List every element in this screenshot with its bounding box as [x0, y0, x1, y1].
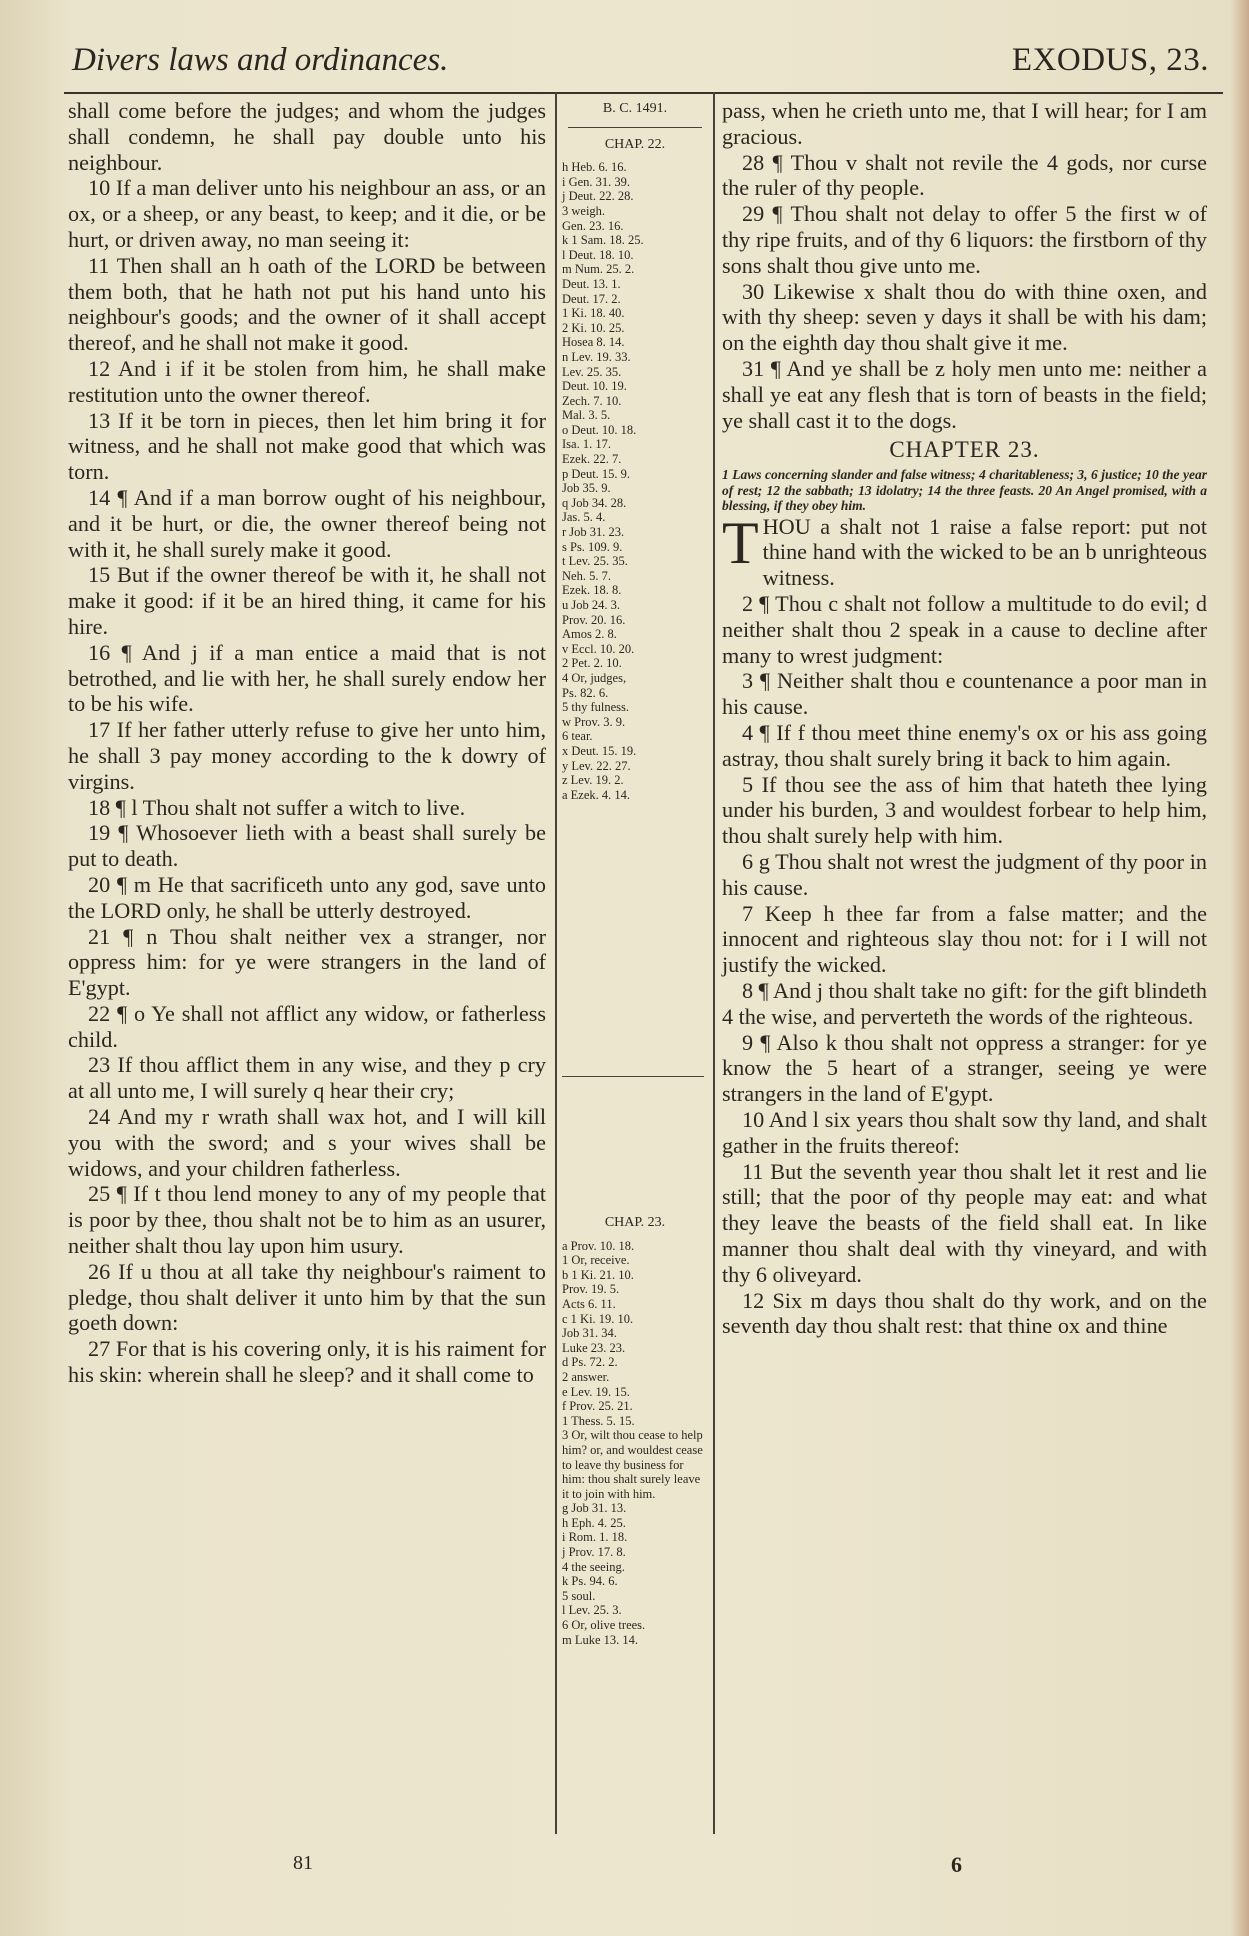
margin-reference: Ezek. 22. 7. — [562, 452, 622, 467]
margin-reference: m Luke 13. 14. — [562, 1632, 639, 1647]
verse-paragraph: 24 And my r wrath shall wax hot, and I will kill you with the sword; and s your wives shall be widows, and your children fatherless. — [68, 1104, 546, 1181]
verse-paragraph: 26 If u thou at all take thy neighbour's raiment to pledge, thou shalt deliver it unto him by that the sun goeth down: — [68, 1258, 546, 1336]
verse-paragraph: 7 Keep h thee far from a false matter; and the innocent and righteous slay thou not: for i I will not justify the wicked. — [722, 900, 1207, 978]
margin-reference: k 1 Sam. 18. 25. — [562, 233, 644, 248]
verse-paragraph: 9 ¶ Also k thou shalt not oppress a stranger: for ye know the 5 heart of a stranger, seeing ye were strangers in the land of E'gypt. — [722, 1029, 1207, 1107]
verse-paragraph: 3 ¶ Neither shalt thou e countenance a poor man in his cause. — [722, 668, 1207, 720]
verse-paragraph: 14 ¶ And if a man borrow ought of his neighbour, and it be hurt, or die, the owner thereof being not with it, he shall surely make it good. — [68, 484, 546, 562]
margin-reference: k Ps. 94. 6. — [562, 1574, 618, 1589]
margin-reference: 6 tear. — [562, 729, 593, 744]
margin-reference: y Lev. 22. 27. — [562, 758, 631, 773]
margin-reference: 1 Or, receive. — [562, 1253, 630, 1268]
margin-reference: Deut. 13. 1. — [562, 276, 621, 291]
verse-paragraph: 23 If thou afflict them in any wise, and they p cry at all unto me, I will surely q hear their cry; — [68, 1052, 546, 1104]
verse-paragraph: 20 ¶ m He that sacrificeth unto any god, save unto the LORD only, he shall be utterly destroyed. — [68, 871, 546, 923]
margin-reference: z Lev. 19. 2. — [562, 773, 624, 788]
first-verse — [722, 509, 1207, 591]
margin-reference: Neh. 5. 7. — [562, 568, 611, 583]
margin-reference: l Deut. 18. 10. — [562, 247, 634, 262]
margin-mid-rule — [562, 1076, 704, 1077]
verse-paragraph: pass, when he crieth unto me, that I will hear; for I am gracious. — [722, 98, 1207, 149]
verse-paragraph: 4 ¶ If f thou meet thine enemy's ox or his ass going astray, thou shalt surely bring it back to him again. — [722, 720, 1207, 771]
margin-reference: Lev. 25. 35. — [562, 364, 622, 379]
margin-reference: 1 Thess. 5. 15. — [562, 1413, 635, 1428]
verse-paragraph: 12 And i if it be stolen from him, he shall make restitution unto the owner thereof. — [68, 355, 546, 407]
verse-paragraph: 10 And l six years thou shalt sow thy land, and shalt gather in the fruits thereof: — [722, 1106, 1207, 1158]
margin-reference: d Ps. 72. 2. — [562, 1355, 618, 1370]
verse-paragraph: 28 ¶ Thou v shalt not revile the 4 gods, nor curse the ruler of thy people. — [722, 149, 1207, 201]
margin-reference: Luke 23. 23. — [562, 1340, 626, 1355]
verse-paragraph: 6 g Thou shalt not wrest the judgment of thy poor in his cause. — [722, 849, 1207, 900]
margin-chapter-23: CHAP. 23. — [604, 1215, 666, 1230]
verse-paragraph: 31 ¶ And ye shall be z holy men unto me: neither a shall ye eat any flesh that is torn of beasts in the field; ye shall cast it to the dogs. — [722, 355, 1207, 433]
margin-reference: 1 Ki. 18. 40. — [562, 306, 625, 321]
verse-paragraph: 15 But if the owner thereof be with it, he shall not make it good: if it be an hired thing, it came for his hire. — [68, 562, 546, 639]
verse-paragraph: 27 For that is his covering only, it is his raiment for his skin: wherein shall he sleep? and it shall come to — [68, 1336, 546, 1388]
margin-reference: v Eccl. 10. 20. — [562, 641, 635, 656]
running-head: Divers laws and ordinances. — [72, 42, 449, 78]
chapter-heading: CHAPTER 23. — [889, 437, 1040, 463]
verse-paragraph: 18 ¶ l Thou shalt not suffer a witch to live. — [88, 794, 466, 820]
margin-reference: c 1 Ki. 19. 10. — [562, 1311, 634, 1326]
margin-reference: j Prov. 17. 8. — [562, 1545, 626, 1560]
verse-paragraph: 16 ¶ And j if a man entice a maid that is not betrothed, and lie with her, he shall surely endow her to be his wife. — [68, 639, 546, 717]
verse-paragraph: 21 ¶ n Thou shalt neither vex a stranger, nor oppress him: for ye were strangers in the land of E'gypt. — [68, 923, 546, 1001]
margin-reference: r Job 31. 23. — [562, 525, 625, 540]
margin-reference: f Prov. 25. 21. — [562, 1399, 633, 1414]
margin-reference: g Job 31. 13. — [562, 1501, 627, 1516]
margin-reference: w Prov. 3. 9. — [562, 714, 626, 729]
verse-paragraph: 17 If her father utterly refuse to give her unto him, he shall 3 pay money according to the k dowry of virgins. — [68, 717, 546, 794]
margin-reference: p Deut. 15. 9. — [562, 466, 631, 481]
margin-reference: Amos 2. 8. — [562, 627, 617, 642]
margin-reference: 5 soul. — [562, 1588, 596, 1603]
margin-reference: b 1 Ki. 21. 10. — [562, 1267, 634, 1282]
margin-reference: 5 thy fulness. — [562, 700, 630, 715]
margin-reference: u Job 24. 3. — [562, 598, 620, 612]
margin-reference: 2 Ki. 10. 25. — [562, 320, 625, 335]
margin-reference: s Ps. 109. 9. — [562, 539, 623, 554]
verse-paragraph: 2 ¶ Thou c shalt not follow a multitude to do evil; d neither shalt thou 2 speak in a cause to decline after many to wrest judgment: — [722, 591, 1207, 668]
verse-paragraph: 12 Six m days thou shalt do thy work, and on the seventh day thou shalt rest: that thine ox and thine — [722, 1287, 1207, 1339]
chapter-summary: 1 Laws concerning slander and false witness; 4 charitableness; 3, 6 justice; 10 the year of rest; 12 the sabbath; 13 idolatry; 14 the three feasts. 20 An Angel promised, with a blessing, if they obey him. — [722, 467, 1207, 514]
margin-refs-chapter-22 — [562, 160, 708, 802]
margin-reference: h Heb. 6. 16. — [562, 160, 627, 175]
verse-paragraph: 22 ¶ o Ye shall not afflict any widow, or fatherless child. — [68, 1000, 546, 1052]
margin-reference: Zech. 7. 10. — [562, 393, 622, 408]
margin-date: B. C. 1491. — [602, 101, 668, 116]
margin-reference: e Lev. 19. 15. — [562, 1384, 630, 1399]
verse-paragraph: 19 ¶ Whosoever lieth with a beast shall surely be put to death. — [68, 820, 546, 872]
margin-reference: Ps. 82. 6. — [562, 685, 609, 700]
margin-chapter-22: CHAP. 22. — [604, 136, 666, 152]
margin-reference: Prov. 20. 16. — [562, 612, 626, 627]
margin-reference: 2 Pet. 2. 10. — [562, 656, 622, 671]
margin-reference: Acts 6. 11. — [562, 1296, 616, 1311]
column-divider-left — [555, 92, 557, 1834]
verse-paragraph: 29 ¶ Thou shalt not delay to offer 5 the first w of thy ripe fruits, and of thy 6 liquors: the firstborn of thy sons shalt thou give unto me. — [722, 201, 1207, 278]
margin-reference: Jas. 5. 4. — [562, 510, 606, 525]
page-number: 81 — [293, 1852, 313, 1874]
page-edge — [1231, 0, 1249, 1936]
verse-paragraph: 13 If it be torn in pieces, then let him bring it for witness, and he shall not make good that which was torn. — [68, 407, 546, 485]
margin-reference: j Deut. 22. 28. — [562, 189, 634, 204]
margin-reference: q Job 34. 28. — [562, 495, 627, 510]
margin-reference: Prov. 19. 5. — [562, 1282, 620, 1297]
verse-paragraph: 25 ¶ If t thou lend money to any of my people that is poor by thee, thou shalt not be to him as an usurer, neither shalt thou lay upon him usury. — [68, 1181, 546, 1259]
drop-cap: T — [722, 509, 759, 576]
margin-reference: 3 Or, wilt thou cease to help him? or, and wouldest cease to leave thy business for him: thou shalt surely leave it to join with him. — [562, 1428, 703, 1501]
margin-reference: Job 35. 9. — [562, 481, 611, 496]
margin-reference: Job 31. 34. — [562, 1326, 617, 1341]
margin-reference: l Lev. 25. 3. — [562, 1603, 622, 1618]
margin-reference: Mal. 3. 5. — [562, 408, 611, 423]
left-text-column — [68, 98, 546, 1388]
verse-paragraph: 11 But the seventh year thou shalt let it rest and lie still; that the poor of thy people may eat: and what they leave the beasts of the field shall eat. In like manner thou shalt deal with thy vineyard, and with thy 6 oliveyard. — [722, 1158, 1207, 1287]
margin-reference: a Ezek. 4. 14. — [562, 787, 631, 802]
margin-reference: Deut. 10. 19. — [562, 379, 627, 394]
margin-refs-chapter-23 — [562, 1239, 708, 1648]
margin-reference: 2 answer. — [562, 1369, 610, 1384]
margin-reference: m Num. 25. 2. — [562, 262, 635, 277]
margin-reference: 4 Or, judges, — [562, 670, 627, 685]
margin-reference: a Prov. 10. 18. — [562, 1238, 635, 1253]
margin-reference: i Rom. 1. 18. — [562, 1530, 628, 1545]
center-margin-references — [562, 98, 708, 802]
chapter-22-end — [722, 98, 1207, 433]
margin-reference: x Deut. 15. 19. — [562, 743, 637, 758]
margin-reference: n Lev. 19. 33. — [562, 349, 631, 364]
margin-reference: 3 weigh. — [562, 203, 606, 218]
right-text-column — [722, 98, 1207, 1339]
header-rule — [64, 92, 1223, 94]
margin-reference: Deut. 17. 2. — [562, 291, 621, 306]
column-divider-right — [713, 92, 715, 1834]
page-header — [72, 42, 1209, 90]
verse-paragraph: shall come before the judges; and whom the judges shall condemn, he shall pay double unto his neighbour. — [68, 98, 546, 175]
chapter-23-verses — [722, 591, 1207, 1339]
verse-paragraph: 5 If thou see the ass of him that hateth thee lying under his burden, 3 and wouldest forbear to help him, thou shalt surely help with him. — [722, 771, 1207, 849]
margin-reference: h Eph. 4. 25. — [562, 1515, 626, 1530]
margin-reference: Hosea 8. 14. — [562, 335, 625, 350]
margin-reference: 4 the seeing. — [562, 1559, 625, 1574]
margin-reference: Gen. 23. 16. — [562, 218, 624, 233]
margin-rule — [568, 127, 702, 128]
margin-reference: 6 Or, olive trees. — [562, 1618, 646, 1633]
verse-paragraph: 11 Then shall an h oath of the LORD be between them both, that he hath not put his hand unto his neighbour's goods; and the owner of it shall accept thereof, and he shall not make it good. — [68, 252, 546, 356]
verse-paragraph: 8 ¶ And j thou shalt take no gift: for the gift blindeth 4 the wise, and perverteth the words of the righteous. — [722, 978, 1207, 1029]
margin-reference: i Gen. 31. 39. — [562, 174, 631, 189]
first-verse-text: HOU a shalt not 1 raise a false report: put not thine hand with the wicked to be an b unrighteous witness. — [762, 513, 1207, 591]
center-margin-references-2 — [562, 1206, 708, 1647]
verse-paragraph: 30 Likewise x shalt thou do with thine oxen, and with thy sheep: seven y days it shall be with his dam; on the eighth day thou shalt give it me. — [722, 278, 1207, 356]
verse-paragraph: 10 If a man deliver unto his neighbour an ass, or an ox, or a sheep, or any beast, to keep; and it die, or be hurt, or driven away, no man seeing it: — [68, 175, 546, 252]
margin-reference: Ezek. 18. 8. — [562, 583, 622, 598]
book-chapter-heading: EXODUS, 23. — [1011, 42, 1209, 78]
margin-reference: o Deut. 10. 18. — [562, 422, 637, 437]
signature-mark: 6 — [951, 1852, 962, 1877]
margin-reference: Isa. 1. 17. — [562, 437, 611, 452]
margin-reference: t Lev. 25. 35. — [562, 554, 628, 569]
